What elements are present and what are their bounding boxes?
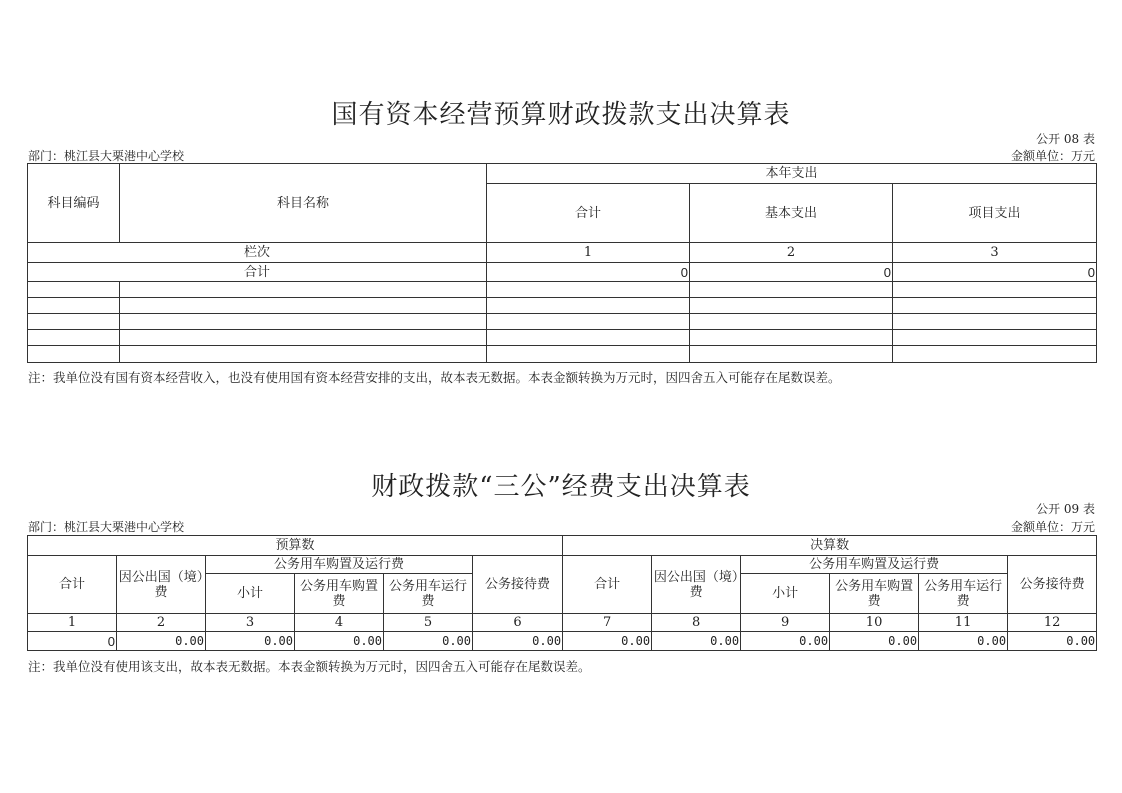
index-cell: 12 [1008,614,1097,632]
table1-note: 注：我单位没有国有资本经营收入，也没有使用国有资本经营安排的支出，故本表无数据。本表金额转换为万元时，因四舍五入可能存在尾数误差。 [28,370,841,385]
table2 [27,535,1097,651]
final-car-group-header: 公务用车购置及运行费 [741,556,1008,574]
total-row [28,263,1097,282]
index-cell: 2 [117,614,206,632]
table2-form-no: 公开 09 表 [1036,502,1095,516]
table1-title: 国有资本经营预算财政拨款支出决算表 [331,100,791,130]
budget-reception-header: 公务接待费 [473,556,563,614]
index-cell: 3 [206,614,295,632]
header-total: 合计 [487,184,690,243]
final-header: 决算数 [563,536,1097,556]
table-row [28,346,1097,363]
value-cell: 0.00 [206,632,295,651]
total-label: 合计 [28,263,487,282]
table-row [28,282,1097,298]
value-cell: 0.00 [919,632,1008,651]
index-row [28,243,1097,263]
value-cell: 0.00 [473,632,563,651]
index-label: 栏次 [28,243,487,263]
budget-car-run-header: 公务用车运行费 [384,574,473,614]
header-year-expense: 本年支出 [487,164,1097,184]
header-basic: 基本支出 [690,184,893,243]
index-cell: 1 [28,614,117,632]
table1-form-no: 公开 08 表 [1036,132,1095,146]
index-row [28,614,1097,632]
total-value: 0 [487,263,690,282]
index-cell: 4 [295,614,384,632]
index-cell: 6 [473,614,563,632]
index-cell: 10 [830,614,919,632]
value-cell: 0 [28,632,117,651]
index-cell: 11 [919,614,1008,632]
table-row [28,298,1097,314]
index-cell: 5 [384,614,473,632]
index-2: 2 [690,243,893,263]
final-subtotal-header: 小计 [741,574,830,614]
header-code: 科目编码 [28,164,120,243]
index-3: 3 [893,243,1097,263]
budget-car-buy-header: 公务用车购置费 [295,574,384,614]
header-name: 科目名称 [120,164,487,243]
table1-unit: 金额单位：万元 [1010,149,1095,163]
index-cell: 8 [652,614,741,632]
project-value: 0 [893,263,1097,282]
index-cell: 7 [563,614,652,632]
value-cell: 0.00 [1008,632,1097,651]
value-cell: 0.00 [741,632,830,651]
basic-value: 0 [690,263,893,282]
index-1: 1 [487,243,690,263]
final-total-header: 合计 [563,556,652,614]
table1 [27,163,1097,363]
budget-car-group-header: 公务用车购置及运行费 [206,556,473,574]
index-cell: 9 [741,614,830,632]
value-cell: 0.00 [295,632,384,651]
value-cell: 0.00 [830,632,919,651]
value-cell: 0.00 [117,632,206,651]
table-row [28,314,1097,330]
value-cell: 0.00 [652,632,741,651]
final-reception-header: 公务接待费 [1008,556,1097,614]
table2-title: 财政拨款“三公”经费支出决算表 [371,472,751,502]
final-car-buy-header: 公务用车购置费 [830,574,919,614]
table2-department: 部门：桃江县大栗港中心学校 [28,520,185,534]
table1-department: 部门：桃江县大栗港中心学校 [28,149,185,163]
header-project: 项目支出 [893,184,1097,243]
final-car-run-header: 公务用车运行费 [919,574,1008,614]
budget-total-header: 合计 [28,556,117,614]
table2-unit: 金额单位：万元 [1010,520,1095,534]
budget-abroad-header: 因公出国（境）费 [117,556,206,614]
table-row [28,330,1097,346]
budget-subtotal-header: 小计 [206,574,295,614]
budget-header: 预算数 [28,536,563,556]
value-cell: 0.00 [384,632,473,651]
value-row [28,632,1097,651]
value-cell: 0.00 [563,632,652,651]
table2-note: 注：我单位没有使用该支出，故本表无数据。本表金额转换为万元时，因四舍五入可能存在尾数误差。 [28,659,591,674]
final-abroad-header: 因公出国（境）费 [652,556,741,614]
